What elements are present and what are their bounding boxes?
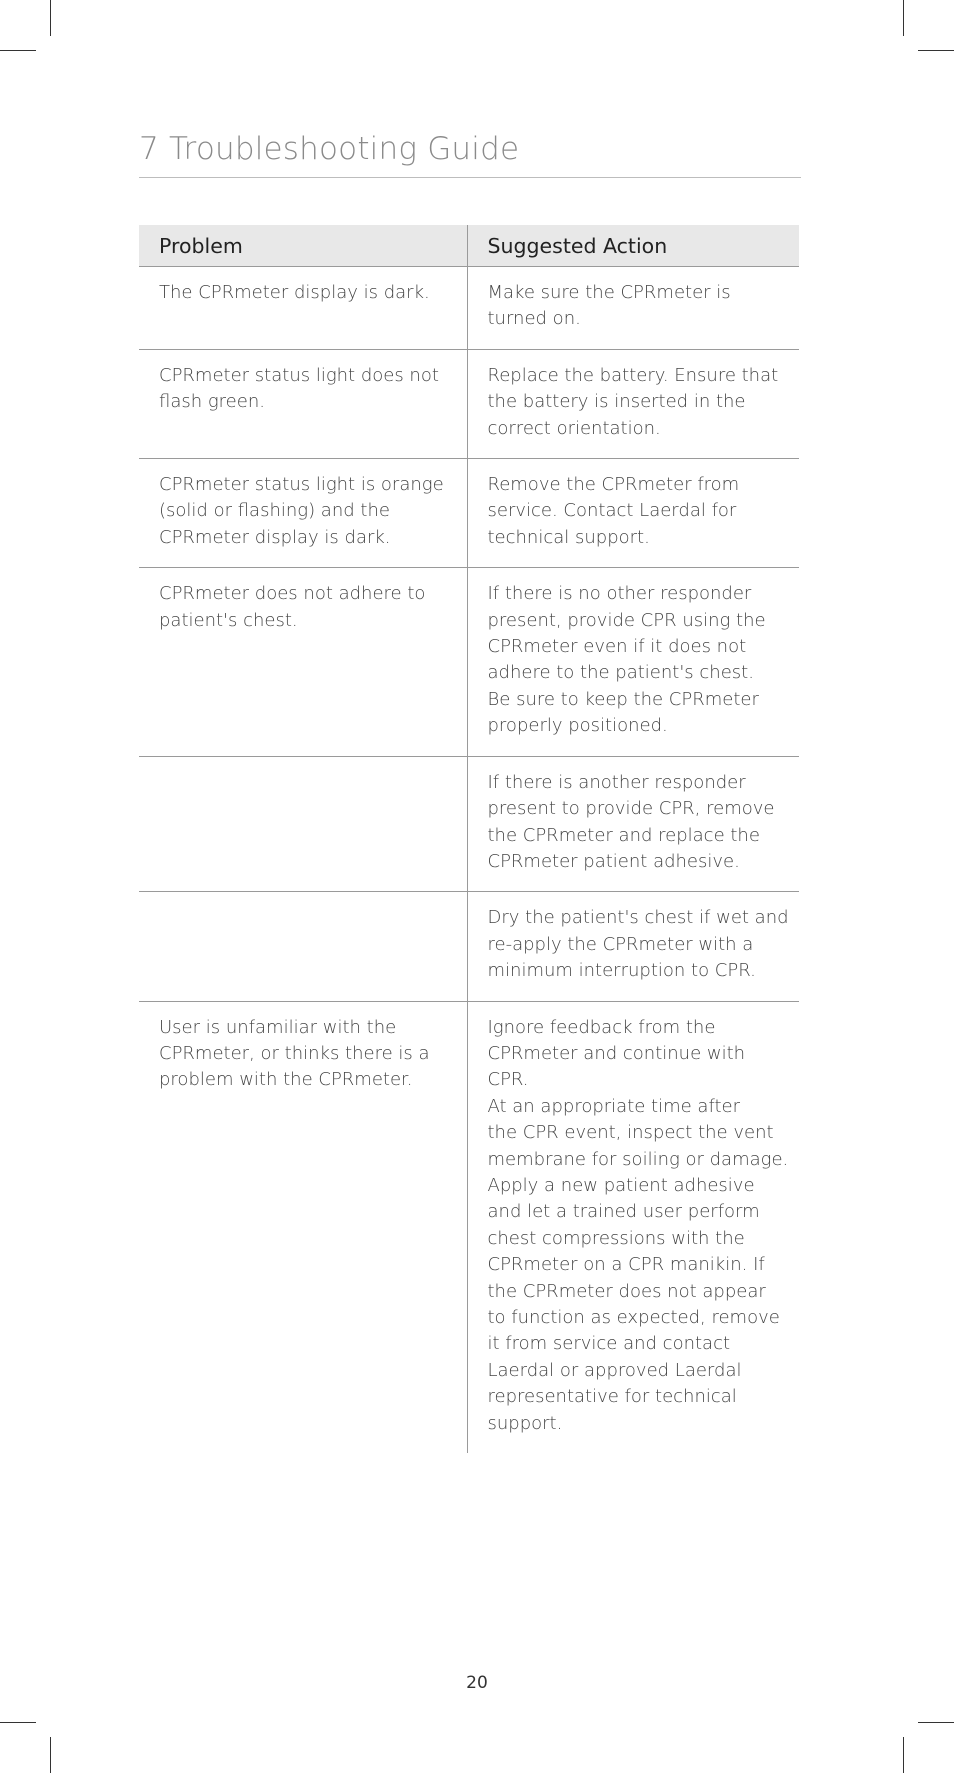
suggested-action-text: CPRmeter and continue with [487,1042,746,1064]
troubleshooting-table [139,225,799,1453]
problem-text: CPRmeter, or thinks there is a [159,1042,430,1064]
suggested-action-cell [467,892,799,1001]
problem-cell [139,349,467,458]
crop-mark [918,50,954,51]
suggested-action-cell [467,349,799,458]
suggested-action-text: the CPR event, inspect the vent [487,1122,774,1144]
crop-mark [50,0,51,36]
crop-mark [50,1737,51,1773]
page-title: 7 Troubleshooting Guide [139,131,520,167]
suggested-action-text: present to provide CPR, remove [487,798,775,820]
table-row [139,756,799,892]
suggested-action-text: CPRmeter on a CPR manikin. If [487,1254,765,1276]
suggested-action-text: membrane for soiling or damage. [487,1148,789,1170]
title-divider [139,177,801,178]
table-row [139,1001,799,1453]
suggested-action-text: the CPRmeter and replace the [487,824,760,846]
suggested-action-cell [467,756,799,892]
suggested-action-text: present, provide CPR using the [487,609,766,631]
suggested-action-text: If there is no other responder [487,583,752,605]
problem-text: CPRmeter display is dark. [159,526,391,548]
problem-text: User is unfamiliar with the [159,1016,397,1038]
suggested-action-text: Laerdal or approved Laerdal [487,1359,742,1381]
problem-text: (solid or flashing) and the [159,500,390,522]
table-row [139,568,799,756]
suggested-action-text: to function as expected, remove [487,1307,780,1328]
suggested-action-text: representative for technical [487,1386,737,1408]
crop-mark [918,1722,954,1723]
suggested-action-text: Apply a new patient adhesive [487,1174,755,1196]
suggested-action-text: Be sure to keep the CPRmeter [487,688,759,710]
problem-cell [139,1001,467,1453]
table-header-row [139,225,799,267]
suggested-action-text: technical support. [487,526,650,548]
column-header-suggested-action: Suggested Action [467,225,799,267]
suggested-action-text: support. [487,1412,563,1434]
crop-mark [903,0,904,36]
problem-cell [139,267,467,350]
table-row [139,892,799,1001]
suggested-action-text: If there is another responder [487,771,746,793]
problem-text: CPRmeter status light does not [159,364,439,386]
page-number: 20 [466,1673,488,1693]
crop-mark [0,1722,36,1723]
table-row [139,267,799,350]
suggested-action-text: properly positioned. [487,715,668,737]
problem-text: flash green. [159,391,265,413]
table-body [139,267,799,1454]
suggested-action-text: correct orientation. [487,417,661,439]
suggested-action-text: Ignore feedback from the [487,1016,716,1038]
suggested-action-cell [467,1001,799,1453]
problem-text: patient's chest. [159,609,298,631]
suggested-action-text: Make sure the CPRmeter is [487,282,731,303]
suggested-action-text: Replace the battery. Ensure that [487,364,779,386]
suggested-action-text: Remove the CPRmeter from [487,474,740,496]
suggested-action-text: re-apply the CPRmeter with a [487,933,754,955]
suggested-action-text: minimum interruption to CPR. [487,960,756,982]
problem-cell [139,892,467,1001]
problem-cell [139,568,467,756]
problem-cell [139,459,467,568]
suggested-action-cell [467,267,799,350]
suggested-action-text: the battery is inserted in the [487,391,746,413]
suggested-action-text: and let a trained user perform [487,1201,760,1223]
problem-text: CPRmeter does not adhere to [159,583,426,605]
table-row [139,349,799,458]
suggested-action-text: CPR. [487,1069,529,1091]
suggested-action-text: At an appropriate time after [487,1095,741,1117]
problem-cell [139,756,467,892]
suggested-action-text: adhere to the patient's chest. [487,662,754,684]
suggested-action-text: chest compressions with the [487,1227,745,1249]
crop-mark [903,1737,904,1773]
problem-text: problem with the CPRmeter. [159,1069,413,1091]
suggested-action-text: it from service and contact [487,1333,731,1355]
suggested-action-cell [467,459,799,568]
problem-text: CPRmeter status light is orange [159,474,444,496]
problem-text: The CPRmeter display is dark. [159,282,430,303]
table-row [139,459,799,568]
suggested-action-text: CPRmeter even if it does not [487,636,747,658]
suggested-action-text: the CPRmeter does not appear [487,1280,766,1302]
crop-mark [0,50,36,51]
suggested-action-text: CPRmeter patient adhesive. [487,850,740,872]
suggested-action-cell [467,568,799,756]
suggested-action-text: Dry the patient's chest if wet and [487,907,789,929]
column-header-problem: Problem [139,225,467,267]
suggested-action-text: turned on. [487,308,581,330]
suggested-action-text: service. Contact Laerdal for [487,500,737,522]
